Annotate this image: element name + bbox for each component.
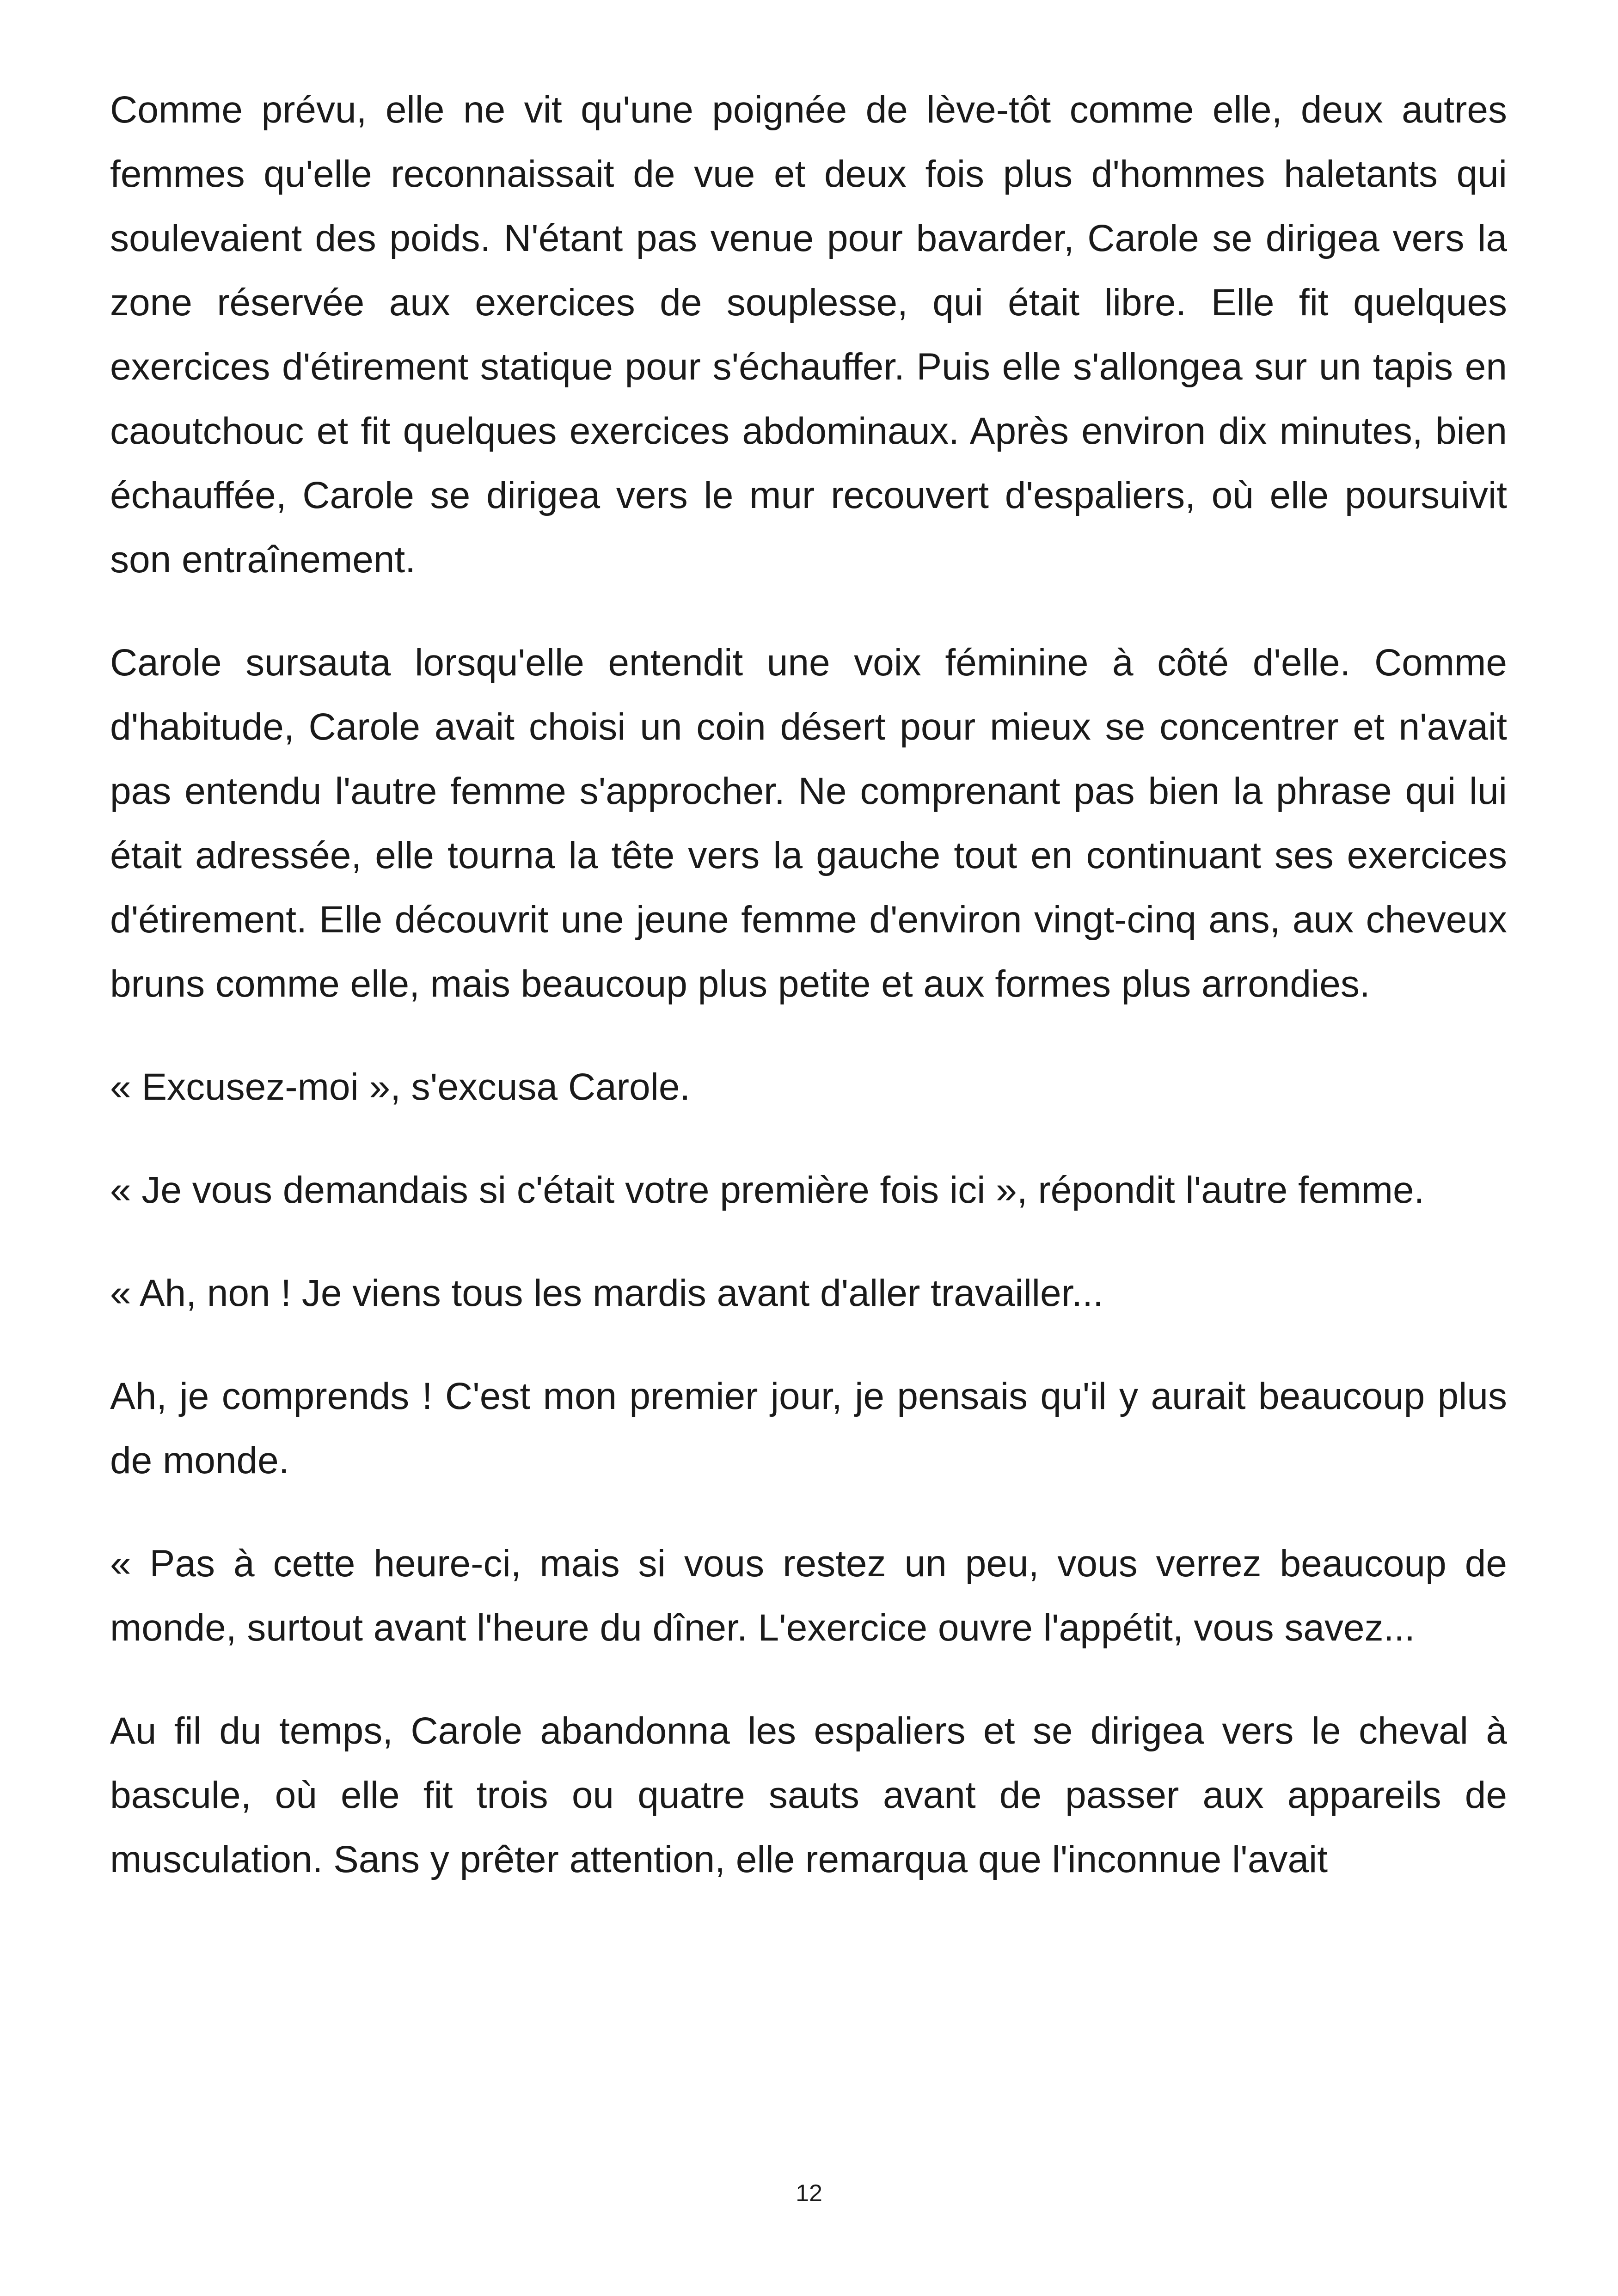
- page-number: 12: [796, 2180, 822, 2207]
- paragraph-1: Comme prévu, elle ne vit qu'une poignée de lève-tôt comme elle, deux autres femmes qu'elle reconnaissait de vue et deux fois plus d'hommes haletants qui soulevaient des poids. N'étant pas venue pour bavarder, Carole se dirigea vers la zone réservée aux exercices de souplesse, qui était libre. Elle fit quelques exercices d'étirement statique pour s'échauffer. Puis elle s'allongea sur un tapis en caoutchouc et fit quelques exercices abdominaux. Après environ dix minutes, bien échauffée, Carole se dirigea vers le mur recouvert d'espaliers, où elle poursuivit son entraînement.: [110, 89, 1507, 581]
- paragraph-7: « Pas à cette heure-ci, mais si vous restez un peu, vous verrez beaucoup de monde, surtout avant l'heure du dîner. L'exercice ouvre l'appétit, vous savez...: [110, 1543, 1507, 1649]
- paragraph-6: Ah, je comprends ! C'est mon premier jour, je pensais qu'il y aurait beaucoup plus de monde.: [110, 1375, 1507, 1482]
- paragraph-3: « Excusez-moi », s'excusa Carole.: [110, 1066, 691, 1108]
- paragraph-4: « Je vous demandais si c'était votre première fois ici », répondit l'autre femme.: [110, 1169, 1425, 1211]
- paragraph-2: Carole sursauta lorsqu'elle entendit une voix féminine à côté d'elle. Comme d'habitude, Carole avait choisi un coin désert pour mieux se concentrer et n'avait pas entendu l'autre femme s'approcher. Ne comprenant pas bien la phrase qui lui était adressée, elle tourna la tête vers la gauche tout en continuant ses exercices d'étirement. Elle découvrit une jeune femme d'environ vingt-cinq ans, aux cheveux bruns comme elle, mais beaucoup plus petite et aux formes plus arrondies.: [110, 642, 1507, 1005]
- paragraph-5: « Ah, non ! Je viens tous les mardis avant d'aller travailler...: [110, 1272, 1103, 1314]
- body-text: [110, 78, 1507, 1930]
- paragraph-8: Au fil du temps, Carole abandonna les espaliers et se dirigea vers le cheval à bascule, où elle fit trois ou quatre sauts avant de passer aux appareils de musculation. Sans y prêter attention, elle remarqua que l'inconnue l'avait: [110, 1710, 1507, 1880]
